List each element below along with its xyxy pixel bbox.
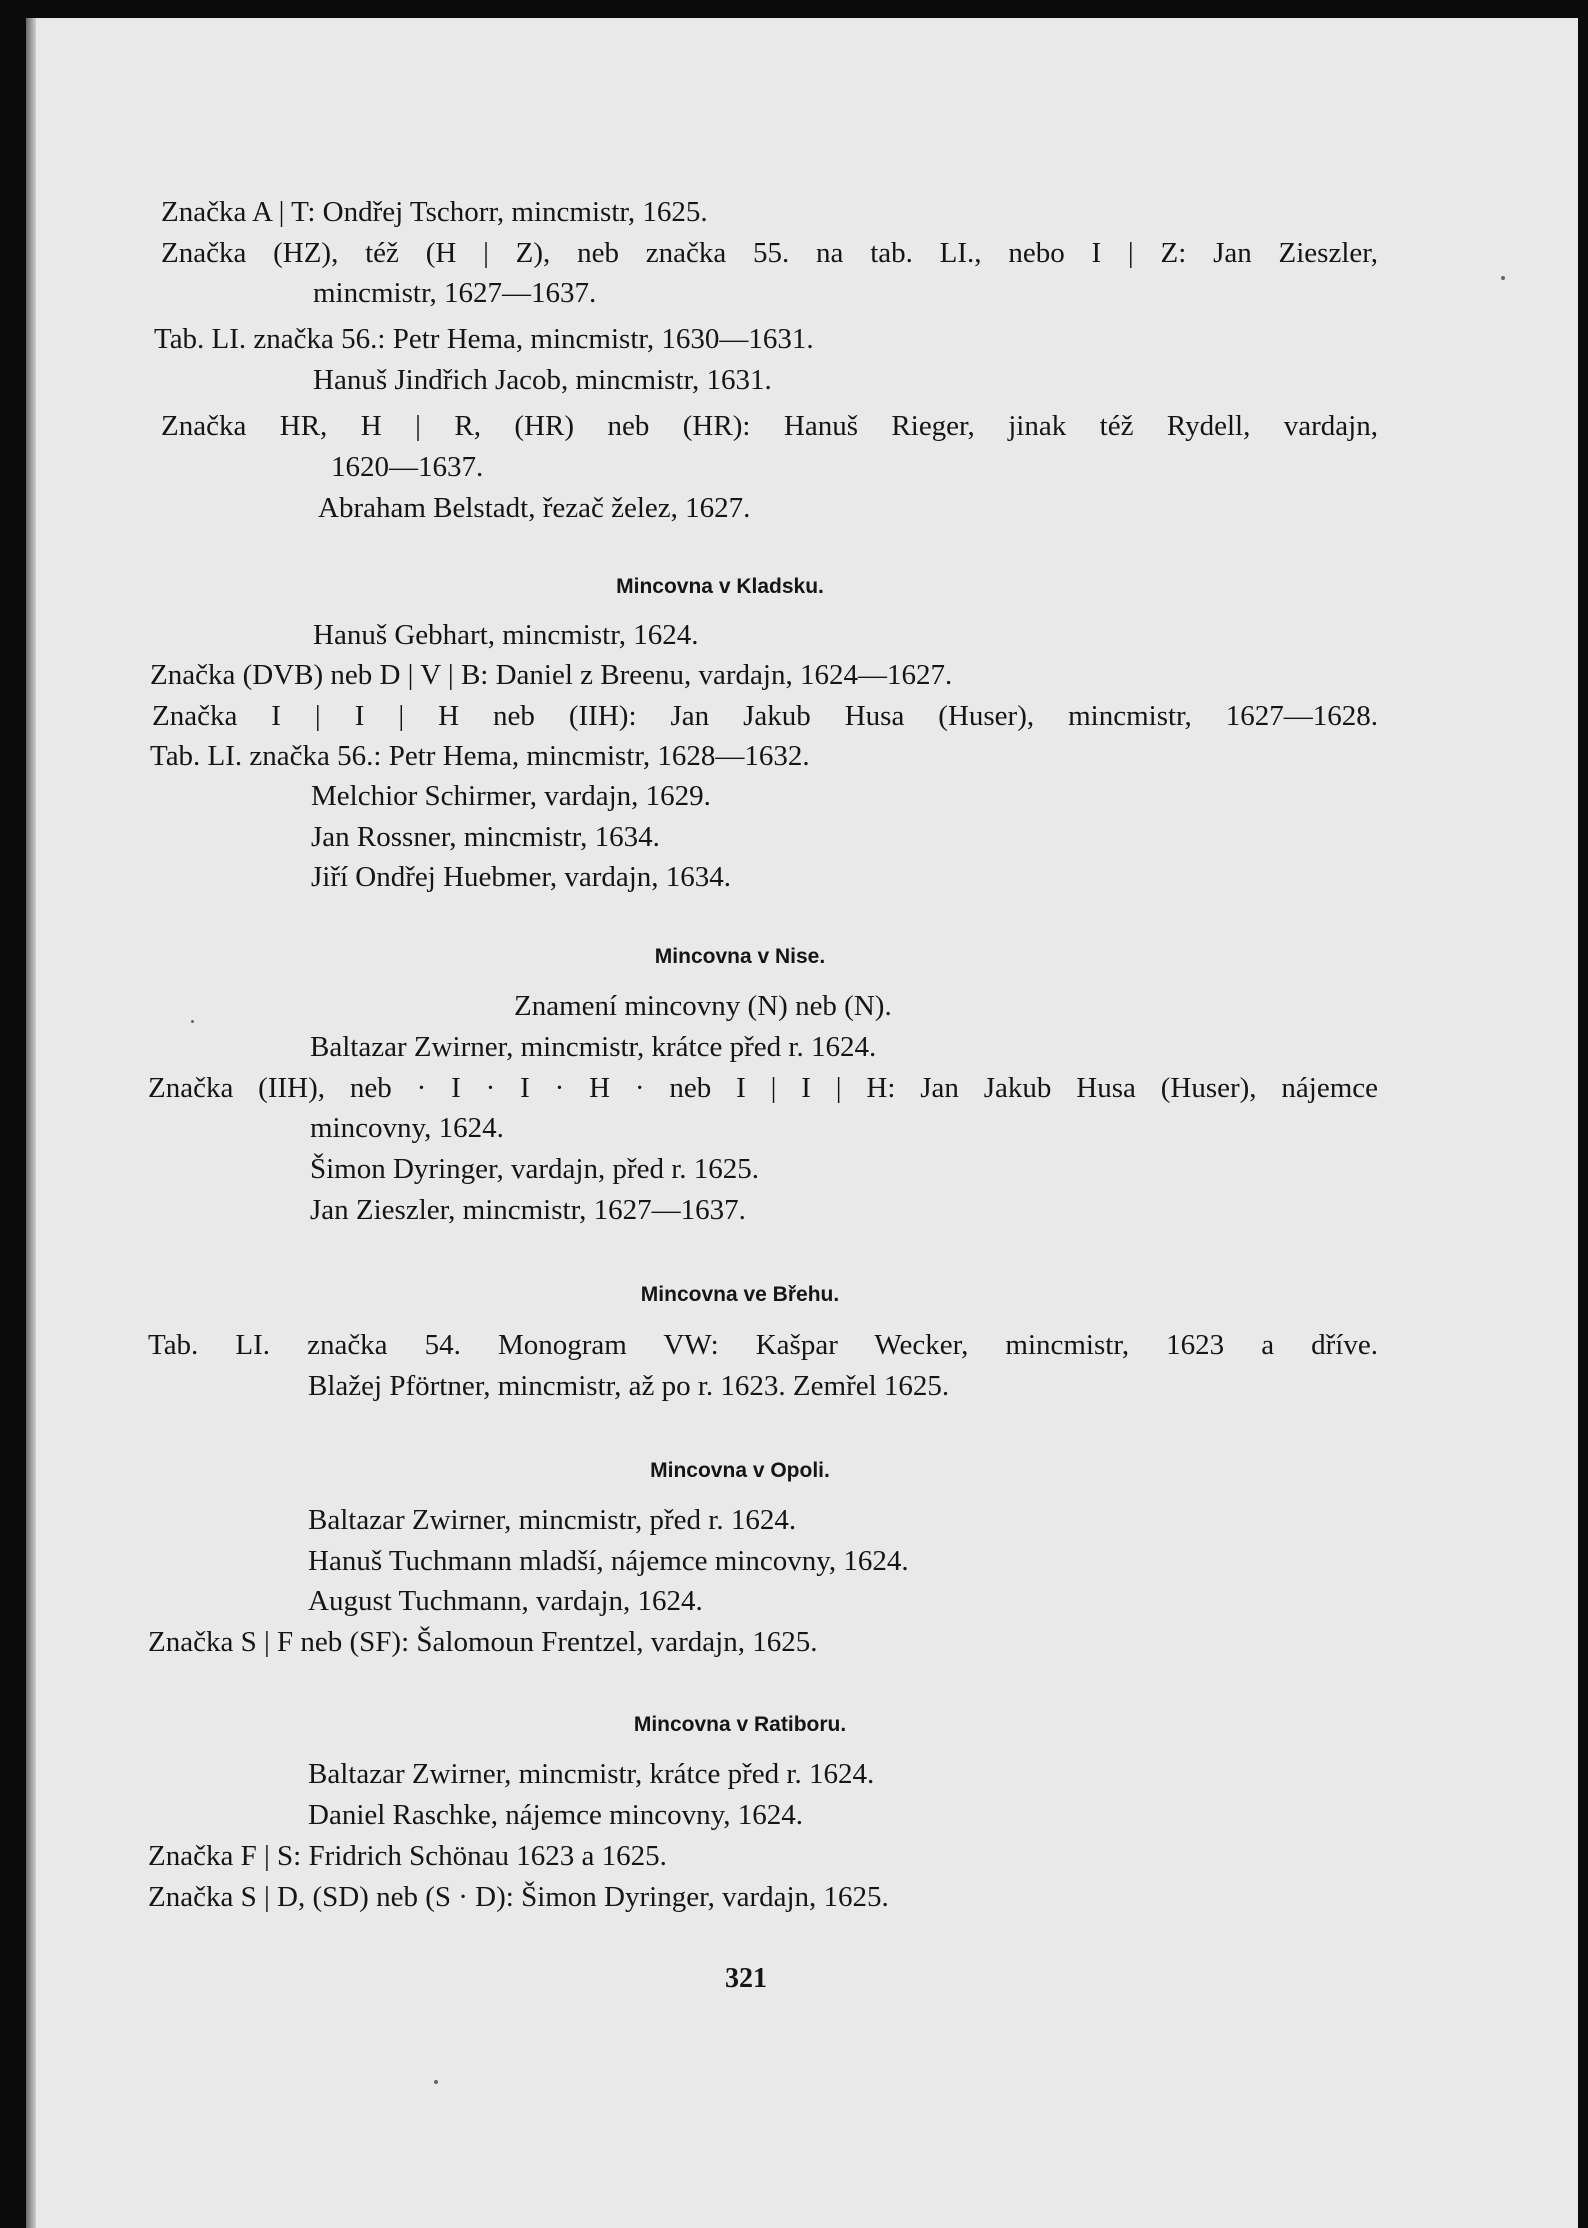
text-line: Baltazar Zwirner, mincmistr, před r. 1624. (308, 1504, 797, 1536)
text-line: Blažej Pförtner, mincmistr, až po r. 1623. Zemřel 1625. (308, 1370, 950, 1402)
text-line: Šimon Dyringer, vardajn, před r. 1625. (310, 1153, 760, 1185)
text-line: 1620—1637. (331, 451, 484, 483)
text-line: Baltazar Zwirner, mincmistr, krátce před r. 1624. (308, 1758, 875, 1790)
text-line: Značka S | D, (SD) neb (S · D): Šimon Dyringer, vardajn, 1625. (148, 1881, 889, 1913)
text-line: Hanuš Tuchmann mladší, nájemce mincovny, 1624. (308, 1545, 909, 1577)
paper-speck (434, 2080, 438, 2084)
section-heading: Mincovna v Nise. (654, 945, 826, 968)
page-number: 321 (725, 1963, 767, 1994)
text-line: Značka A | T: Ondřej Tschorr, mincmistr, 1625. (161, 196, 708, 228)
section-heading: Mincovna v Kladsku. (616, 575, 824, 598)
text-line: Tab. LI. značka 54. Monogram VW: Kašpar Wecker, mincmistr, 1623 a dříve. (148, 1329, 1378, 1361)
text-line: Značka (HZ), též (H | Z), neb značka 55. na tab. LI., nebo I | Z: Jan Zieszler, (161, 237, 1378, 269)
text-line: Znamení mincovny (N) neb (N). (514, 990, 892, 1022)
section-heading: Mincovna v Ratiboru. (633, 1713, 847, 1736)
page-spine-shadow (26, 18, 36, 2228)
text-line: Hanuš Jindřich Jacob, mincmistr, 1631. (313, 364, 772, 396)
text-line: Značka I | I | H neb (IIH): Jan Jakub Husa (Huser), mincmistr, 1627—1628. (152, 700, 1378, 732)
text-line: Tab. LI. značka 56.: Petr Hema, mincmistr, 1630—1631. (154, 323, 814, 355)
text-line: Značka (DVB) neb D | V | B: Daniel z Breenu, vardajn, 1624—1627. (150, 659, 953, 691)
section-heading: Mincovna ve Břehu. (640, 1283, 840, 1306)
text-line: Jan Zieszler, mincmistr, 1627—1637. (310, 1194, 746, 1226)
text-line: mincovny, 1624. (310, 1112, 504, 1144)
text-line: Melchior Schirmer, vardajn, 1629. (311, 780, 711, 812)
text-line: Značka S | F neb (SF): Šalomoun Frentzel, vardajn, 1625. (148, 1626, 818, 1658)
text-line: Jiří Ondřej Huebmer, vardajn, 1634. (311, 861, 732, 893)
text-line: Abraham Belstadt, řezač želez, 1627. (318, 492, 751, 524)
text-line: August Tuchmann, vardajn, 1624. (308, 1585, 703, 1617)
text-line: Tab. LI. značka 56.: Petr Hema, mincmistr, 1628—1632. (150, 740, 810, 772)
text-line: Značka HR, H | R, (HR) neb (HR): Hanuš Rieger, jinak též Rydell, vardajn, (161, 410, 1378, 442)
text-line: Daniel Raschke, nájemce mincovny, 1624. (308, 1799, 803, 1831)
text-line: Značka F | S: Fridrich Schönau 1623 a 1625. (148, 1840, 667, 1872)
text-line: Značka (IIH), neb · I · I · H · neb I | I | H: Jan Jakub Husa (Huser), nájemce (148, 1072, 1378, 1104)
book-page (26, 18, 1578, 2228)
paper-speck (1501, 276, 1505, 280)
text-line: Baltazar Zwirner, mincmistr, krátce před r. 1624. (310, 1031, 877, 1063)
text-line: Jan Rossner, mincmistr, 1634. (311, 821, 660, 853)
section-heading: Mincovna v Opoli. (650, 1459, 830, 1482)
paper-speck (191, 1020, 194, 1023)
text-line: Hanuš Gebhart, mincmistr, 1624. (313, 619, 699, 651)
text-line: mincmistr, 1627—1637. (313, 277, 597, 309)
